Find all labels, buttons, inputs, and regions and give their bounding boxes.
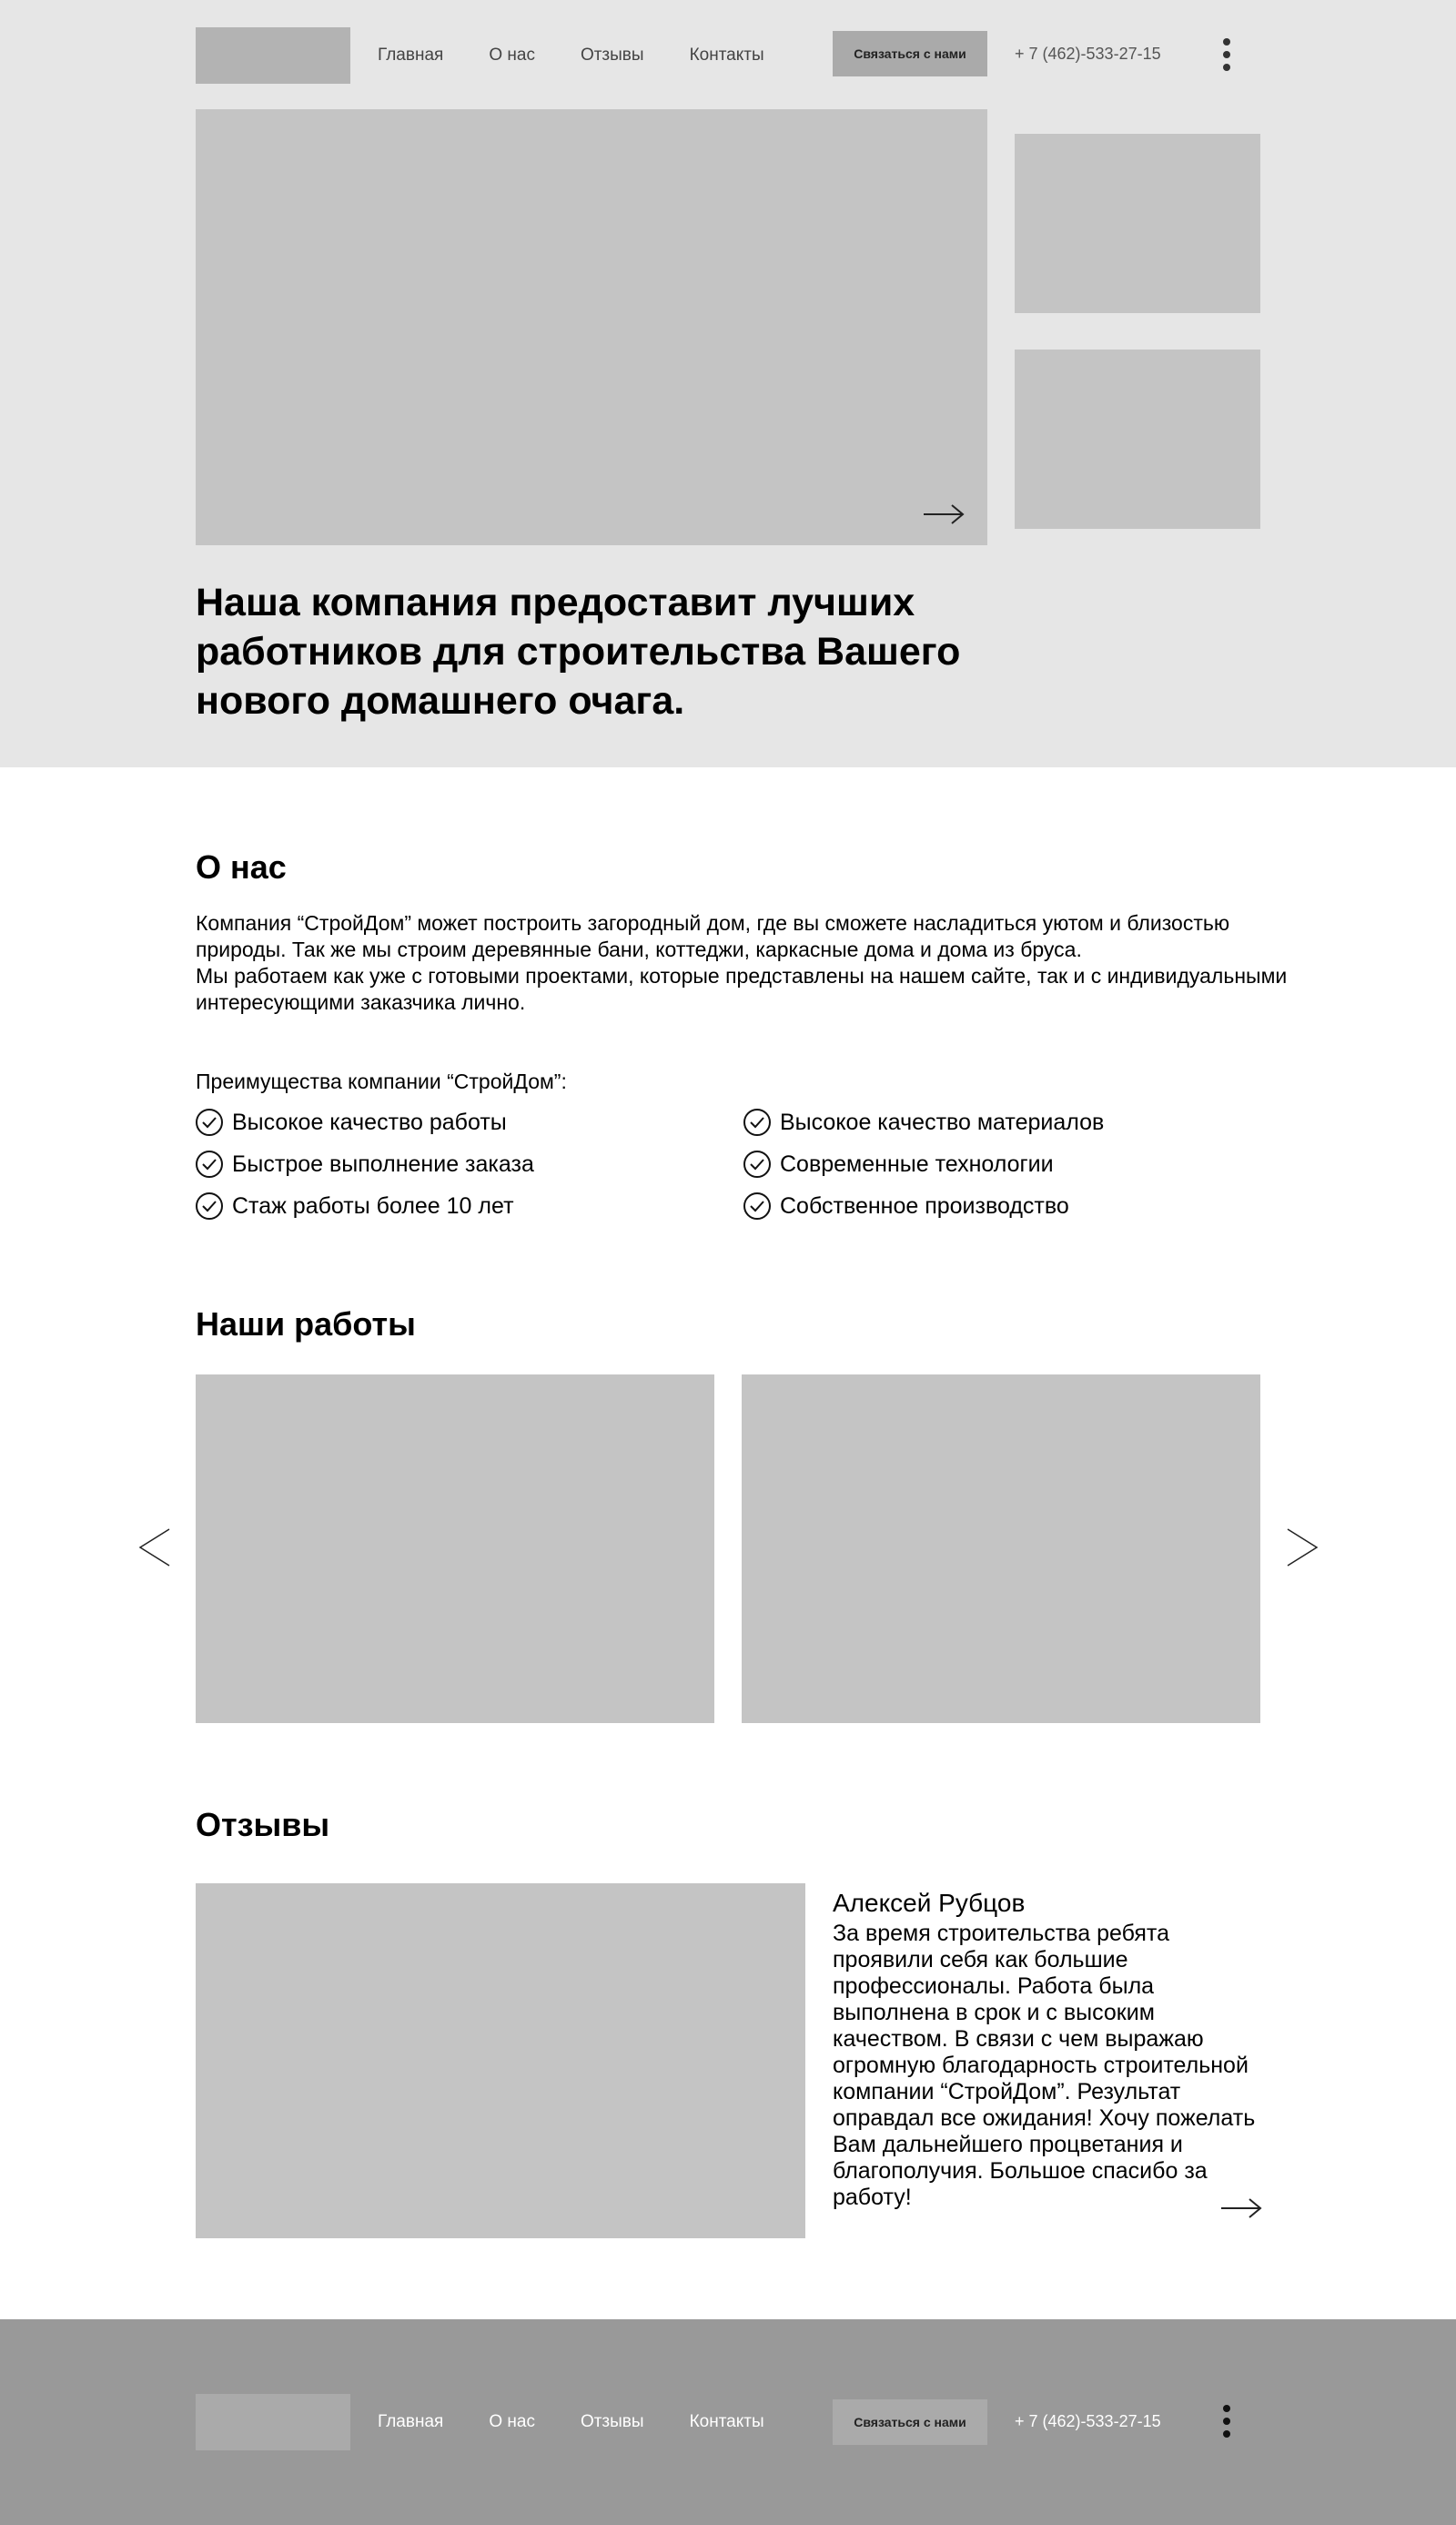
hero-side-image-1 [1015,134,1260,313]
check-circle-icon [196,1151,223,1178]
footer-contacts-link[interactable]: Контакты [689,2412,764,2431]
about-paragraph-1: Компания “СтройДом” может построить загородный дом, где вы сможете насладиться уютом и близостью природы. Так же мы строим деревянные бани, коттеджи, каркасные дома и дома из бруса. [196,911,1230,961]
advantage-label: Современные технологии [780,1151,1054,1177]
about-text [196,910,1288,1016]
check-circle-icon [196,1192,223,1220]
advantage-label: Высокое качество материалов [780,1109,1105,1135]
advantage-label: Собственное производство [780,1192,1069,1219]
logo[interactable] [196,27,350,84]
header-nav [378,27,810,84]
hero-side-image-2 [1015,350,1260,529]
footer-more-menu-icon[interactable] [1221,2405,1232,2438]
advantages-title: Преимущества компании “СтройДом”: [196,1070,567,1093]
check-circle-icon [743,1151,771,1178]
work-image-2 [742,1374,1260,1723]
advantage-item [196,1192,514,1220]
advantage-item [743,1151,1054,1178]
advantage-item [743,1192,1069,1220]
hero-section [0,0,1456,767]
footer-contact-us-button[interactable]: Связаться с нами [833,2399,987,2445]
check-circle-icon [196,1109,223,1136]
nav-contacts-link[interactable]: Контакты [689,46,764,65]
nav-home-link[interactable]: Главная [378,46,444,65]
review-text: За время строительства ребята проявили себя как большие профессионалы. Работа была выполнена в срок и с высоким качеством. В связи с чем выражаю огромную благодарность строительной компании “СтройДом”. Результат оправдал все ожидания! Хочу пожелать Вам дальнейшего процветания и благополучия. Большое спасибо за работу! [833,1921,1256,2210]
advantage-label: Быстрое выполнение заказа [232,1151,534,1177]
hero-title: Наша компания предоставит лучших работников для строительства Вашего нового домашнего очага. [196,581,961,723]
footer-nav [378,2394,810,2450]
advantage-item [743,1109,1104,1136]
review-author: Алексей Рубцов [833,1889,1026,1917]
footer-about-link[interactable]: О нас [489,2412,535,2431]
nav-reviews-link[interactable]: Отзывы [580,46,644,65]
review-next-arrow-icon[interactable] [1219,2197,1263,2219]
check-circle-icon [743,1192,771,1220]
nav-about-link[interactable]: О нас [489,46,535,65]
advantage-item [196,1109,507,1136]
chevron-right-icon[interactable] [1284,1527,1320,1567]
review-image [196,1883,805,2238]
check-circle-icon [743,1109,771,1136]
advantage-label: Стаж работы более 10 лет [232,1192,514,1219]
reviews-heading: Отзывы [196,1806,330,1843]
footer-reviews-link[interactable]: Отзывы [580,2412,644,2431]
contact-us-button[interactable]: Связаться с нами [833,31,987,76]
works-heading: Наши работы [196,1305,416,1343]
footer-home-link[interactable]: Главная [378,2412,444,2431]
hero-main-image [196,109,987,545]
advantage-item [196,1151,534,1178]
work-image-1 [196,1374,714,1723]
about-heading: О нас [196,848,287,886]
footer [0,2319,1456,2525]
footer-phone[interactable]: + 7 (462)-533-27-15 [1015,2412,1161,2430]
footer-logo[interactable] [196,2394,350,2450]
header-phone[interactable]: + 7 (462)-533-27-15 [1015,45,1161,63]
about-paragraph-2: Мы работаем как уже с готовыми проектами, которые представлены на нашем сайте, так и с индивидуальными интересующими заказчика лично. [196,964,1288,1014]
hero-next-arrow-icon[interactable] [922,503,966,525]
chevron-left-icon[interactable] [136,1527,173,1567]
more-menu-icon[interactable] [1221,38,1232,71]
advantage-label: Высокое качество работы [232,1109,507,1135]
